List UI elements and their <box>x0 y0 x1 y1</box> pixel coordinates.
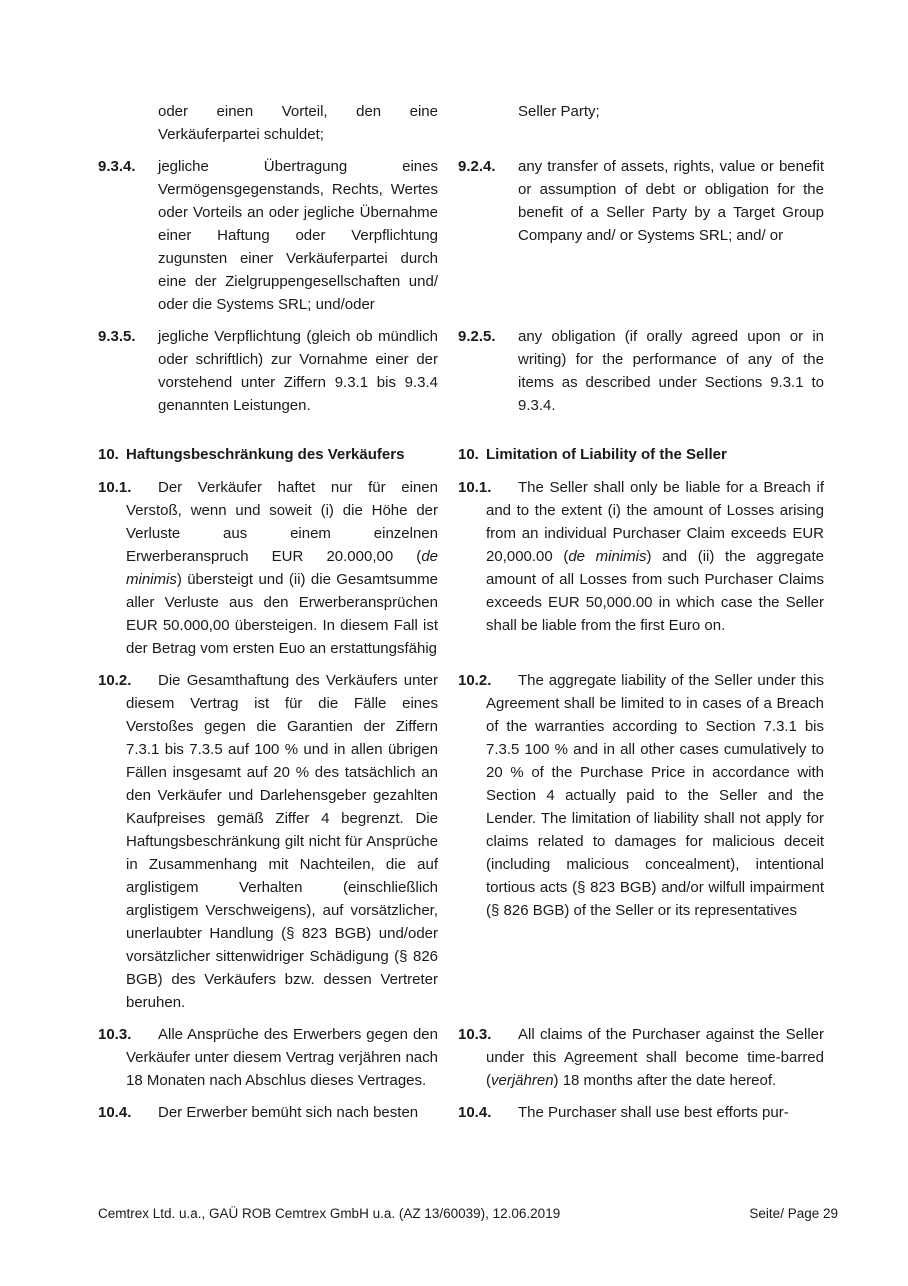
clause-9.2.4-en <box>458 155 824 247</box>
clause-text: Limitation of Liability of the Seller <box>486 446 727 463</box>
clause-text: Der Erwerber bemüht sich nach besten <box>158 1104 419 1121</box>
clause-10.4-en-cell <box>458 1101 824 1124</box>
clause-text: oder einen Vorteil, den eine Verkäuferpartei schuldet; <box>158 103 438 143</box>
clause-9.3.5-de-cell <box>98 325 438 417</box>
clause-row <box>98 1101 824 1124</box>
clause-row <box>98 669 824 1014</box>
clause-continuation-en-cell <box>458 100 824 123</box>
clause-text: Seller Party; <box>518 103 600 120</box>
clause-number: 10.4. <box>98 1104 132 1121</box>
clause-text: All claims of the Purchaser against the Seller under this Agreement shall become time-barred (verjähren) 18 months after the date hereof. <box>486 1026 824 1089</box>
section-heading-en-cell <box>458 443 824 466</box>
clause-10.2-de <box>98 669 438 1014</box>
clause-10.4-de-cell <box>98 1101 438 1124</box>
clause-number: 10. <box>458 446 479 463</box>
clause-continuation-de <box>98 100 438 146</box>
clause-10.2-en-cell <box>458 669 824 922</box>
clause-text: Alle Ansprüche des Erwerbers gegen den Verkäufer unter diesem Vertrag verjähren nach 18 Monaten nach Abschlus dieses Vertrages. <box>126 1026 438 1089</box>
clause-9.2.4-en-cell <box>458 155 824 247</box>
clause-10.1-en <box>458 476 824 637</box>
clause-10.2-de-cell <box>98 669 438 1014</box>
section-heading-de <box>98 443 438 466</box>
clause-text: Der Verkäufer haftet nur für einen Verstoß, wenn und soweit (i) die Höhe der Verluste aus einem einzelnen Erwerberanspruch EUR 20.000,00 (de minimis) übersteigt und (ii) die Gesamtsumme aller Verluste aus den Erwerberansprüchen EUR 50.000,00 übersteigen. In diesem Fall ist der Betrag vom ersten Euo an erstattungsfähig <box>126 479 438 657</box>
clause-row <box>98 155 824 316</box>
clause-number: 10.3. <box>458 1026 492 1043</box>
clause-row <box>98 325 824 417</box>
section-heading-en <box>458 443 824 466</box>
clause-number: 10.4. <box>458 1104 492 1121</box>
clause-row <box>98 100 824 146</box>
clause-10.3-de-cell <box>98 1023 438 1092</box>
page-footer <box>98 1205 838 1222</box>
clause-text: jegliche Verpflichtung (gleich ob mündlich oder schriftlich) zur Vornahme einer der vorstehend unter Ziffern 9.3.1 bis 9.3.4 genannten Leistungen. <box>158 328 438 414</box>
clause-10.1-de <box>98 476 438 660</box>
clause-text: any obligation (if orally agreed upon or in writing) for the performance of any of the items as described under Sections 9.3.1 to 9.3.4. <box>518 328 824 414</box>
clause-continuation-de-cell <box>98 100 438 146</box>
footer-page-number: Seite/ Page 29 <box>749 1206 838 1221</box>
clause-10.3-en <box>458 1023 824 1092</box>
footer-case-reference: Cemtrex Ltd. u.a., GAÜ ROB Cemtrex GmbH u.a. (AZ 13/60039), 12.06.2019 <box>98 1206 561 1221</box>
clause-text: The Seller shall only be liable for a Breach if and to the extent (i) the amount of Losses arising from an individual Purchaser Claim exceeds EUR 20,000.00 (de minimis) and (ii) the aggregate amount of all Losses from such Purchaser Claims exceeds EUR 50,000.00 in which case the Seller shall be liable from the first Euro on. <box>486 479 824 634</box>
clause-row <box>98 476 824 660</box>
clause-text: any transfer of assets, rights, value or benefit or assumption of debt or obligation for the benefit of a Seller Party by a Target Group Company and/ or Systems SRL; and/ or <box>518 158 824 244</box>
clause-number: 10.3. <box>98 1026 132 1043</box>
clause-10.3-en-cell <box>458 1023 824 1092</box>
clause-number: 9.3.4. <box>98 158 136 175</box>
clause-9.2.5-en-cell <box>458 325 824 417</box>
clause-9.3.5-de <box>98 325 438 417</box>
clause-number: 10.1. <box>98 479 132 496</box>
clause-10.1-de-cell <box>98 476 438 660</box>
clause-number: 10.1. <box>458 479 492 496</box>
clause-9.2.5-en <box>458 325 824 417</box>
section-heading-de-cell <box>98 443 438 466</box>
clause-number: 10.2. <box>98 672 132 689</box>
clause-row <box>98 1023 824 1092</box>
clause-10.3-de <box>98 1023 438 1092</box>
clause-text: jegliche Übertragung eines Vermögensgegenstands, Rechts, Wertes oder Vorteils an oder jegliche Übernahme einer Haftung oder Verpflichtung zugunsten einer Verkäuferpartei durch eine der Zielgruppengesellschaften und/ oder die Systems SRL; und/oder <box>158 158 438 313</box>
clause-text: Haftungsbeschränkung des Verkäufers <box>126 446 405 463</box>
clause-number: 10.2. <box>458 672 492 689</box>
clause-10.4-en <box>458 1101 824 1124</box>
clause-number: 9.3.5. <box>98 328 136 345</box>
clause-10.2-en <box>458 669 824 922</box>
clause-number: 9.2.4. <box>458 158 496 175</box>
section-heading-row <box>98 443 824 466</box>
clause-text: The aggregate liability of the Seller under this Agreement shall be limited to in cases of a Breach of the warranties according to Section 7.3.1 bis 7.3.5 100 % and in all other cases cumulatively to 20 % of the Purchase Price in accordance with Section 4 actually paid to the Seller and the Lender. The limitation of liability shall not apply for claims related to damages for malicious deceit (including malicious concealment), intentional tortious acts (§ 823 BGB) and/or wilfull impairment (§ 826 BGB) of the Seller or its representatives <box>486 672 824 919</box>
clause-number: 10. <box>98 446 119 463</box>
contract-clauses <box>98 100 824 1133</box>
clause-10.4-de <box>98 1101 438 1124</box>
clause-number: 9.2.5. <box>458 328 496 345</box>
clause-continuation-en <box>458 100 824 123</box>
clause-9.3.4-de-cell <box>98 155 438 316</box>
clause-text: The Purchaser shall use best efforts pur- <box>518 1104 789 1121</box>
clause-9.3.4-de <box>98 155 438 316</box>
clause-10.1-en-cell <box>458 476 824 637</box>
clause-text: Die Gesamthaftung des Verkäufers unter diesem Vertrag ist für die Fälle eines Verstoßes gegen die Garantien der Ziffern 7.3.1 bis 7.3.5 auf 100 % und in allen übrigen Fällen insgesamt auf 20 % des tatsächlich an den Verkäufer und Darlehensgeber gezahlten Kaufpreises gemäß Ziffer 4 begrenzt. Die Haftungsbeschränkung gilt nicht für Ansprüche in Zusammenhang mit Nachteilen, die auf arglistigem Verhalten (einschließlich arglistigem Verschweigens), auf vorsätzlicher, unerlaubter Handlung (§ 823 BGB) und/oder vorsätzlicher sittenwidriger Schädigung (§ 826 BGB) des Verkäufers bzw. dessen Vertreter beruhen. <box>126 672 438 1011</box>
